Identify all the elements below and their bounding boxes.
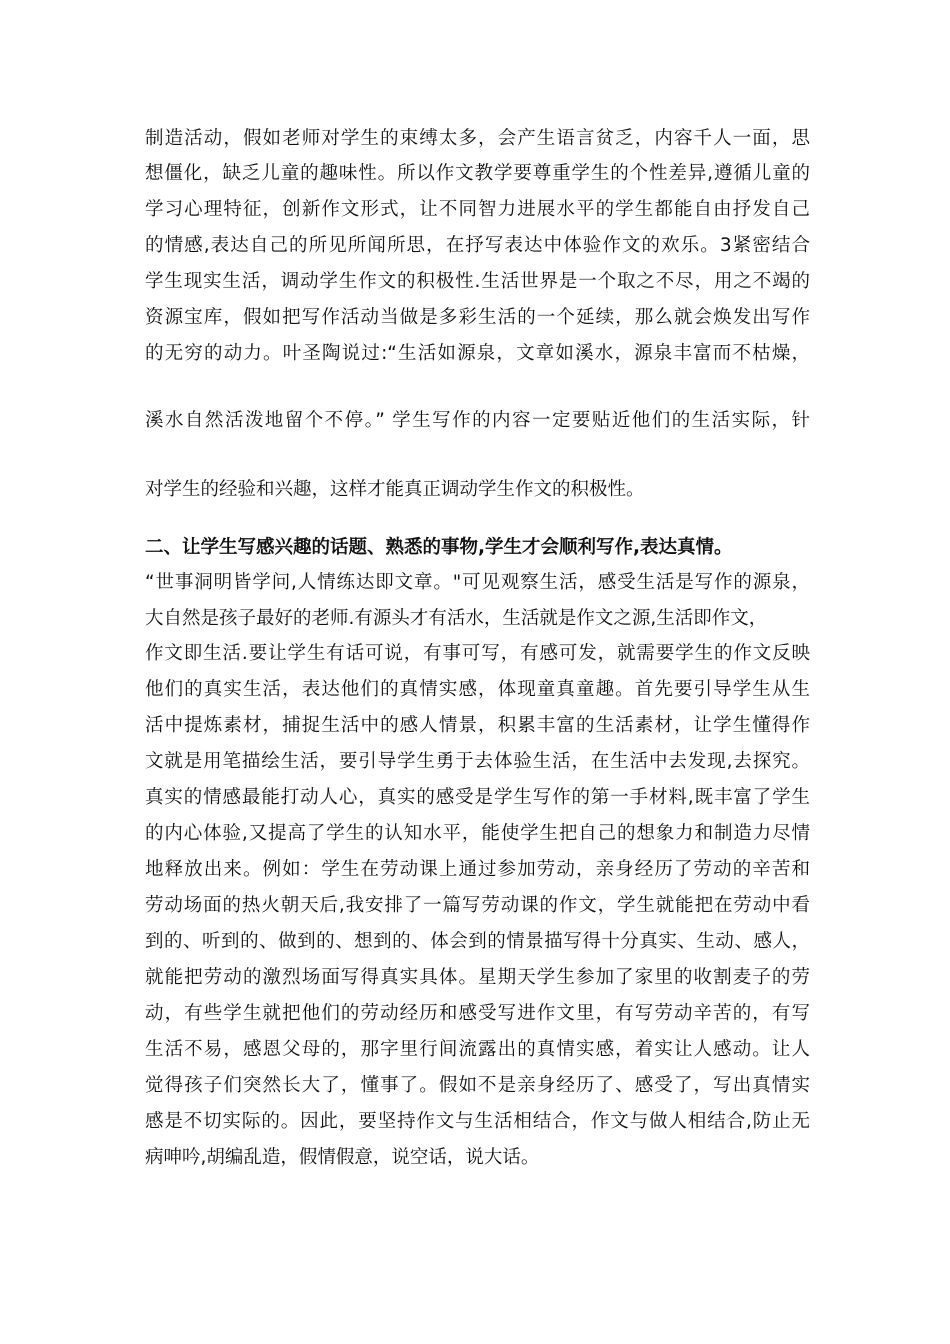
paragraph-line: 的无穷的动力。叶圣陶说过:“生活如源泉，文章如溪水，源泉丰富而不枯燥， — [145, 343, 810, 364]
paragraph-line: 学生现实生活，调动学生作文的积极性.生活世界是一个取之不尽，用之不竭的 — [145, 271, 810, 292]
paragraph-line: 的情感,表达自己的所见所闻所思，在抒写表达中体验作文的欢乐。3紧密结合 — [145, 235, 810, 256]
paragraph-line: 到的、听到的、做到的、想到的、体会到的情景描写得十分真实、生动、感人， — [145, 931, 810, 952]
paragraph-line: 溪水自然活泼地留个不停。” 学生写作的内容一定要贴近他们的生活实际，针 — [145, 410, 810, 431]
paragraph-line: 他们的真实生活，表达他们的真情实感，体现童真童趣。首先要引导学生从生 — [145, 679, 810, 700]
section-heading: 二、让学生写感兴趣的话题、熟悉的事物,学生才会顺利写作,表达真情。 — [145, 537, 733, 558]
paragraph-line: 的内心体验,又提高了学生的认知水平，能使学生把自己的想象力和制造力尽情 — [145, 823, 810, 844]
paragraph-line: 活中提炼素材，捕捉生活中的感人情景，积累丰富的生活素材，让学生懂得作 — [145, 715, 810, 736]
paragraph-line: 就能把劳动的激烈场面写得真实具体。星期天学生参加了家里的收割麦子的劳 — [145, 967, 810, 988]
paragraph-line: 学习心理特征，创新作文形式，让不同智力进展水平的学生都能自由抒发自己 — [145, 199, 810, 220]
paragraph-line: 病呻吟,胡编乱造，假情假意，说空话，说大话。 — [145, 1147, 540, 1168]
paragraph-line: 对学生的经验和兴趣，这样才能真正调动学生作文的积极性。 — [145, 479, 645, 500]
paragraph-line: 资源宝库，假如把写作活动当做是多彩生活的一个延续，那么就会焕发出写作 — [145, 307, 810, 328]
paragraph-line: 生活不易，感恩父母的，那字里行间流露出的真情实感，着实让人感动。让人 — [145, 1039, 810, 1060]
paragraph-line: 劳动场面的热火朝天后,我安排了一篇写劳动课的作文，学生就能把在劳动中看 — [145, 895, 810, 916]
paragraph-line: 真实的情感最能打动人心，真实的感受是学生写作的第一手材料,既丰富了学生 — [145, 787, 810, 808]
paragraph-line: 文就是用笔描绘生活，要引导学生勇于去体验生活，在生活中去发现,去探究。 — [145, 751, 810, 772]
paragraph-line: 感是不切实际的。因此，要坚持作文与生活相结合，作文与做人相结合,防止无 — [145, 1111, 810, 1132]
paragraph-line: 制造活动，假如老师对学生的束缚太多，会产生语言贫乏，内容千人一面，思 — [145, 128, 810, 149]
paragraph-line: 大自然是孩子最好的老师.有源头才有活水，生活就是作文之源,生活即作文， — [145, 608, 768, 629]
paragraph-line: 觉得孩子们突然长大了，懂事了。假如不是亲身经历了、感受了，写出真情实 — [145, 1075, 810, 1096]
paragraph-line: 想僵化，缺乏儿童的趣味性。所以作文教学要尊重学生的个性差异,遵循儿童的 — [145, 163, 810, 184]
paragraph-line: 地释放出来。例如：学生在劳动课上通过参加劳动，亲身经历了劳动的辛苦和 — [145, 859, 810, 880]
paragraph-line: 动，有些学生就把他们的劳动经历和感受写进作文里，有写劳动辛苦的，有写 — [145, 1003, 810, 1024]
paragraph-line: 作文即生活.要让学生有话可说，有事可写，有感可发，就需要学生的作文反映 — [145, 643, 810, 664]
paragraph-line: “世事洞明皆学问,人情练达即文章。"可见观察生活，感受生活是写作的源泉， — [145, 572, 810, 593]
